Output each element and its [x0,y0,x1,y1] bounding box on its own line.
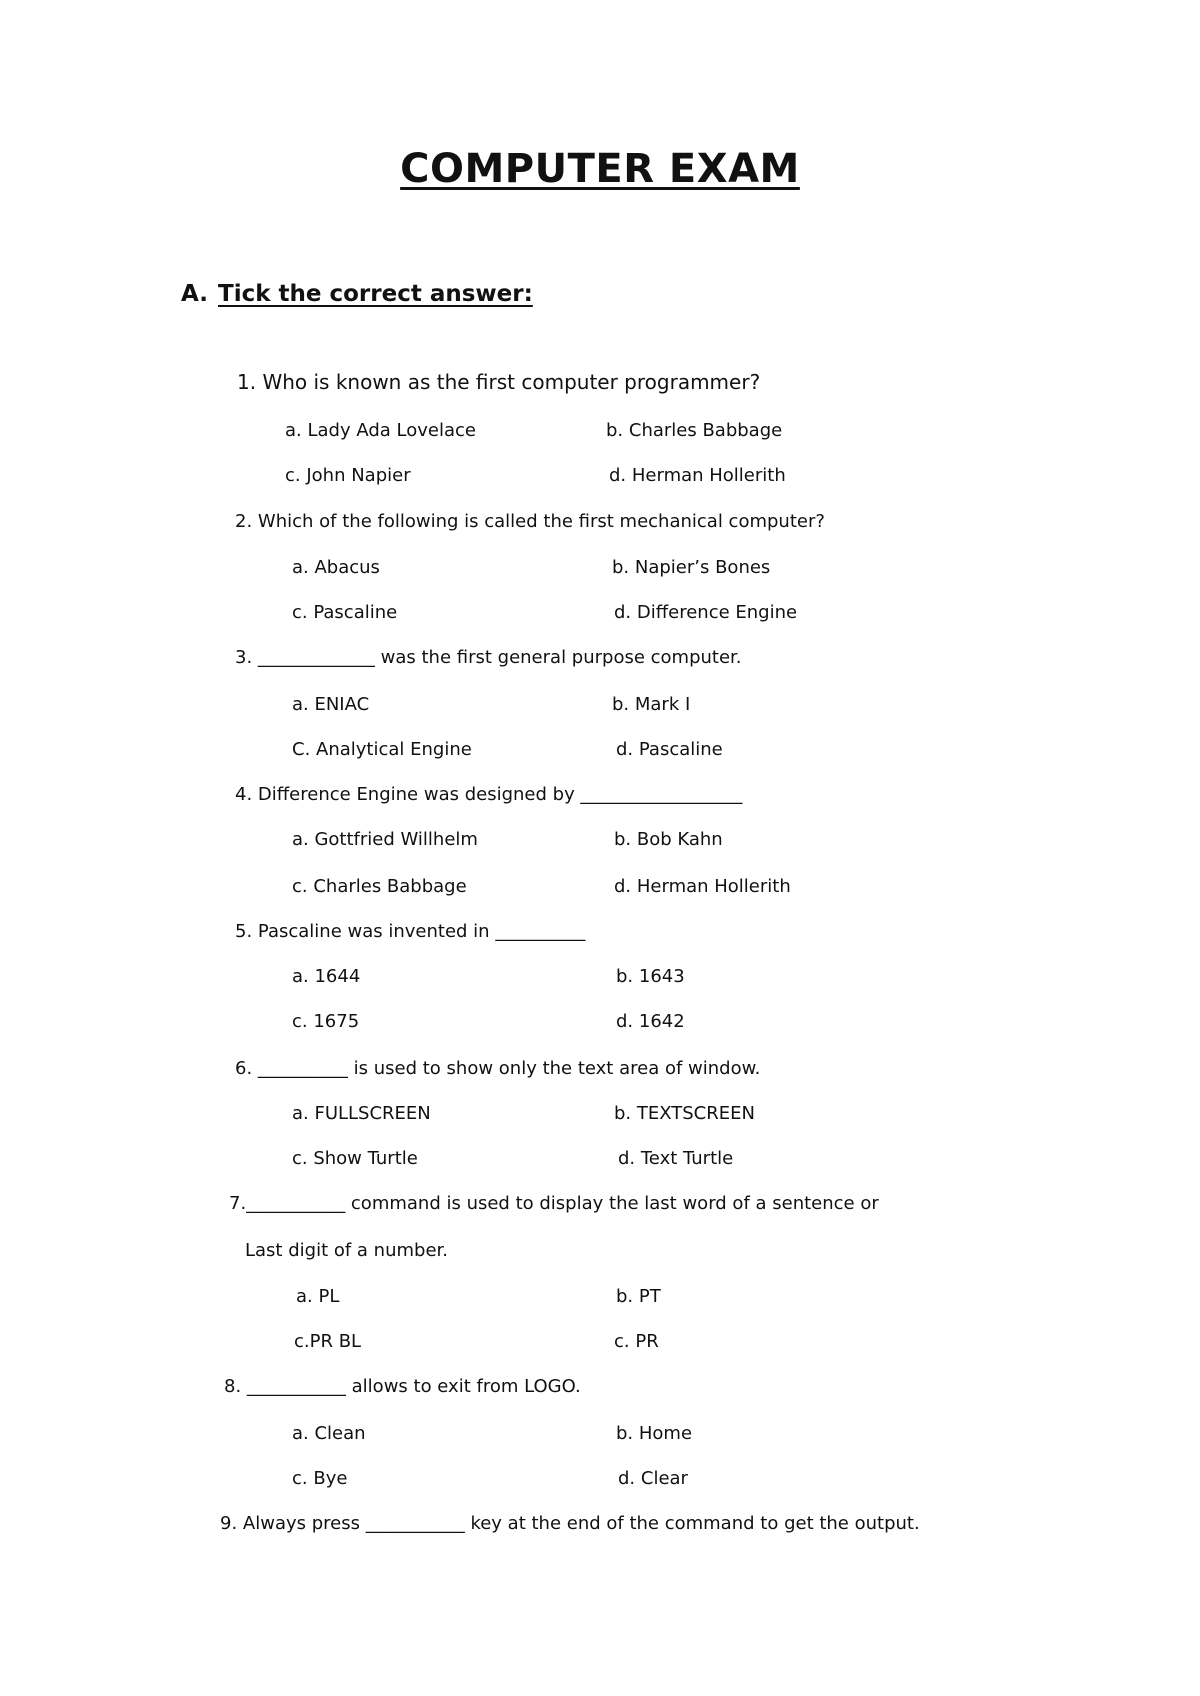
option-2c[interactable]: c. Pascaline [292,602,398,623]
question-7-continuation: Last digit of a number. [245,1240,448,1261]
question-number: 7. [229,1193,247,1214]
option-6c[interactable]: c. Show Turtle [292,1148,418,1169]
option-2a[interactable]: a. Abacus [292,557,380,578]
option-7c[interactable]: c.PR BL [294,1331,362,1352]
question-number: 4. [235,784,253,805]
option-1a[interactable]: a. Lady Ada Lovelace [285,420,476,441]
option-4b[interactable]: b. Bob Kahn [614,829,723,850]
section-letter: A. [181,281,208,307]
question-number: 3. [235,647,253,668]
option-6b[interactable]: b. TEXTSCREEN [614,1103,755,1124]
option-8c[interactable]: c. Bye [292,1468,348,1489]
option-2b[interactable]: b. Napier’s Bones [612,557,771,578]
question-1 [237,370,760,394]
question-text: ___________ allows to exit from LOGO. [246,1376,581,1397]
option-4d[interactable]: d. Herman Hollerith [614,876,791,897]
section-heading [181,281,533,307]
question-text: ___________ command is used to display the last word of a sentence or [246,1193,879,1214]
question-text: Who is known as the first computer programmer? [262,370,761,394]
question-3 [235,647,742,668]
question-number: 6. [235,1058,253,1079]
question-number: 2. [235,511,253,532]
question-8 [224,1376,581,1397]
option-1b[interactable]: b. Charles Babbage [606,420,783,441]
question-text: Difference Engine was designed by __________________ [257,784,743,805]
question-text: Always press ___________ key at the end of the command to get the output. [242,1513,920,1534]
option-8d[interactable]: d. Clear [618,1468,688,1489]
option-7d[interactable]: c. PR [614,1331,659,1352]
question-2 [235,511,825,532]
question-text: Which of the following is called the first mechanical computer? [257,511,825,532]
question-9 [220,1513,920,1534]
option-7b[interactable]: b. PT [616,1286,661,1307]
option-4c[interactable]: c. Charles Babbage [292,876,467,897]
option-3c[interactable]: C. Analytical Engine [292,739,472,760]
option-4a[interactable]: a. Gottfried Willhelm [292,829,478,850]
question-number: 9. [220,1513,238,1534]
question-5 [235,921,585,942]
option-8a[interactable]: a. Clean [292,1423,366,1444]
option-3b[interactable]: b. Mark I [612,694,691,715]
option-5a[interactable]: a. 1644 [292,966,361,987]
question-6 [235,1058,760,1079]
option-5b[interactable]: b. 1643 [616,966,685,987]
option-2d[interactable]: d. Difference Engine [614,602,798,623]
option-8b[interactable]: b. Home [616,1423,693,1444]
question-4 [235,784,742,805]
option-3d[interactable]: d. Pascaline [616,739,723,760]
option-5c[interactable]: c. 1675 [292,1011,360,1032]
section-heading-text: Tick the correct answer: [218,281,533,307]
question-number: 5. [235,921,253,942]
option-7a[interactable]: a. PL [296,1286,340,1307]
option-3a[interactable]: a. ENIAC [292,694,370,715]
question-text: _____________ was the first general purpose computer. [257,647,742,668]
page-title: COMPUTER EXAM [400,146,800,192]
question-text: __________ is used to show only the text area of window. [257,1058,761,1079]
question-text: Pascaline was invented in __________ [257,921,586,942]
question-number: 1. [237,370,257,394]
option-1d[interactable]: d. Herman Hollerith [609,465,786,486]
option-1c[interactable]: c. John Napier [285,465,411,486]
question-7 [229,1193,879,1214]
option-6d[interactable]: d. Text Turtle [618,1148,734,1169]
question-number: 8. [224,1376,242,1397]
option-5d[interactable]: d. 1642 [616,1011,685,1032]
option-6a[interactable]: a. FULLSCREEN [292,1103,431,1124]
